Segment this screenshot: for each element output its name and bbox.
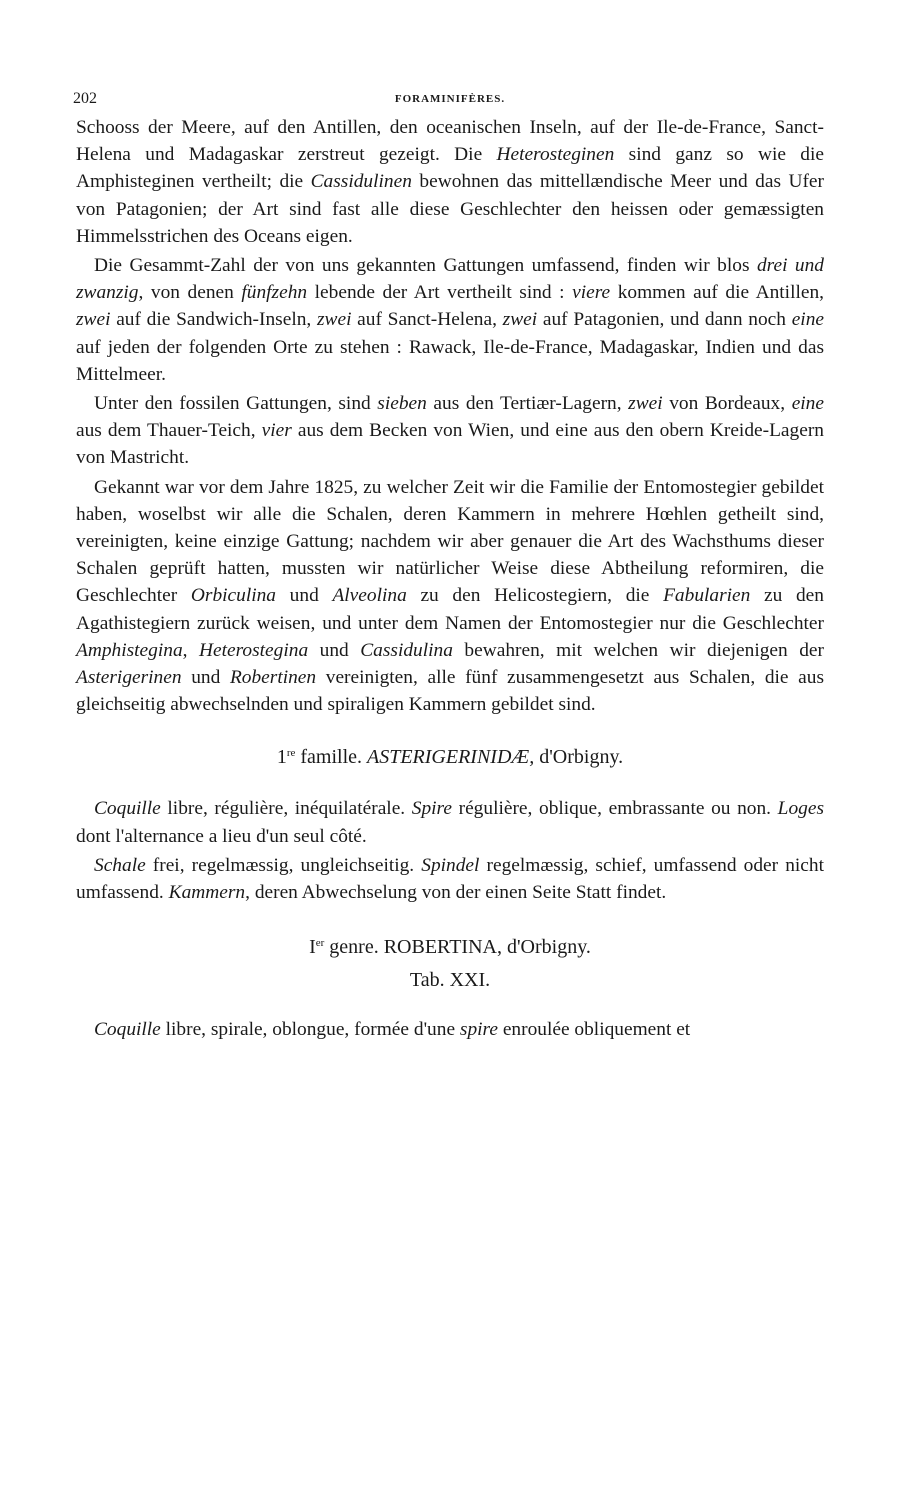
- text-run: ,: [182, 639, 199, 661]
- text-run: libre, régulière, inéquilatérale.: [160, 798, 412, 820]
- text-run: zu den Helicostegiern, die: [406, 585, 664, 607]
- paragraph-4: [76, 474, 824, 719]
- italic-run: Spire: [411, 798, 452, 820]
- text-run: kommen auf die Antillen,: [610, 282, 824, 304]
- text-run: regelmæssig, schief, umfassend oder nicht umfassend.: [76, 854, 824, 904]
- family-name: ASTERIGERINIDÆ,: [367, 746, 535, 769]
- text-run: frei, regelmæssig, ungleichseitig.: [145, 854, 422, 876]
- italic-run: Cassidulinen: [310, 171, 412, 193]
- italic-run: Loges: [777, 798, 824, 820]
- italic-run: Heterostegina: [199, 639, 309, 661]
- text-run: auf Sanct-Helena,: [351, 309, 503, 331]
- italic-run: spire: [459, 1019, 498, 1041]
- italic-run: eine: [791, 309, 824, 331]
- german-diagnosis: [76, 852, 824, 906]
- text-run: enroulée obliquement et: [497, 1019, 691, 1041]
- italic-run: Orbiculina: [190, 585, 276, 607]
- text-run: und: [308, 639, 361, 661]
- text-run: auf Patagonien, und dann noch: [537, 309, 792, 331]
- text-run: dont l'alternance a lieu d'un seul côté.: [76, 825, 367, 847]
- italic-run: Amphistegina: [76, 639, 183, 661]
- french-diagnosis: [76, 795, 824, 849]
- text-run: zu den Agathistegiern zurück weisen, und unter dem Namen der Entomostegier nur die Geschlechter: [76, 585, 824, 634]
- italic-run: Heterosteginen: [496, 144, 615, 166]
- text-run: libre, spirale, oblongue, formée d'une: [160, 1019, 460, 1041]
- text-run: aus dem Thauer-Teich,: [76, 420, 262, 442]
- text-run: lebende der Art vertheilt sind :: [307, 282, 573, 304]
- ordinal-superscript: er: [315, 937, 325, 950]
- text-run: und: [276, 585, 333, 607]
- italic-run: Asterigerinen: [76, 667, 182, 689]
- text-run: vereinigten, alle fünf zusammengesetzt aus Schalen, die aus gleichseitig abwechselnden und spiraligen Kammern gebildet sind.: [76, 667, 824, 716]
- italic-run: Coquille: [94, 1019, 161, 1041]
- running-head: [73, 90, 824, 112]
- text-run: , von denen: [138, 282, 242, 304]
- text-run: Schooss der Meere, auf den Antillen, den oceanischen Inseln, auf der Ile-de-France, Sanct-Helena und Madagaskar zerstreut gezeigt. Die: [76, 117, 824, 166]
- italic-run: zwei: [316, 309, 352, 331]
- italic-run: viere: [572, 282, 611, 304]
- text-run: bewahren, mit welchen wir diejenigen der: [452, 639, 824, 661]
- text-run: aus den Tertiær-Lagern,: [426, 393, 629, 415]
- italic-run: vier: [261, 420, 292, 442]
- paragraph-2: [76, 252, 824, 388]
- ordinal: I: [309, 936, 316, 959]
- header-title: FORAMINIFÈRES.: [394, 93, 506, 105]
- family-heading: [76, 746, 824, 769]
- italic-run: sieben: [377, 393, 427, 415]
- italic-run: Kammern: [168, 882, 246, 904]
- genus-description: [76, 1016, 824, 1043]
- text-run: aus dem Becken von Wien, und eine aus den obern Kreide-Lagern von Mastricht.: [76, 420, 824, 469]
- heading-text: genre. ROBERTINA, d'Orbigny.: [324, 936, 591, 959]
- text-run: von Bordeaux,: [662, 393, 792, 415]
- italic-run: fünfzehn: [241, 282, 308, 304]
- italic-run: Fabularien: [663, 585, 751, 607]
- text-run: régulière, oblique, embrassante ou non.: [452, 798, 778, 820]
- italic-run: Robertinen: [229, 667, 317, 689]
- italic-run: zwei: [628, 393, 663, 415]
- text-run: auf jeden der folgenden Orte zu stehen : Rawack, Ile-de-France, Madagaskar, Indien und das Mittelmeer.: [76, 336, 824, 385]
- genus-heading: [76, 936, 824, 959]
- italic-run: Spindel: [421, 854, 480, 876]
- text-run: bewohnen das mittellændische Meer und das Ufer von Patagonien; der Art sind fast alle diese Geschlechter den heissen oder gemæssigten Himmelsstrichen des Oceans eigen.: [76, 171, 824, 247]
- italic-run: drei und zwanzig: [76, 255, 825, 304]
- italic-run: Alveolina: [332, 585, 407, 607]
- text-run: Gekannt war vor dem Jahre 1825, zu welcher Zeit wir die Familie der Entomostegier gebildet haben, woselbst wir alle die Schalen, deren Kammern in mehrere Hœhlen getheilt sind, vereinigten, keine einzige Gattung; nachdem wir aber genauer die Art des Wachsthums dieser Schalen geprüft hatten, mussten wir natürlicher Weise diese Abtheilung reformiren, die Geschlechter: [76, 476, 824, 607]
- page-number: 202: [73, 90, 97, 107]
- ordinal: 1: [276, 746, 287, 769]
- text-run: auf die Sandwich-Inseln,: [110, 309, 317, 331]
- italic-run: zwei: [502, 309, 538, 331]
- text-run: Die Gesammt-Zahl der von uns gekannten Gattungen umfassend, finden wir blos: [94, 255, 757, 277]
- page: [73, 90, 825, 1043]
- text-run: sind ganz so wie die Amphisteginen vertheilt; die: [76, 144, 824, 193]
- paragraph-3: [76, 390, 824, 472]
- italic-run: Cassidulina: [360, 639, 453, 661]
- family-author: d'Orbigny.: [534, 746, 624, 769]
- plate-reference: Tab. XXI.: [409, 969, 491, 992]
- italic-run: Schale: [94, 854, 146, 876]
- italic-run: eine: [791, 393, 824, 415]
- text-run: und: [181, 667, 230, 689]
- italic-run: zwei: [76, 309, 111, 331]
- text-run: , deren Abwechselung von der einen Seite Statt findet.: [245, 882, 667, 904]
- heading-text: famille.: [295, 746, 367, 769]
- ordinal-superscript: re: [286, 747, 296, 760]
- italic-run: Coquille: [94, 798, 161, 820]
- text-run: Unter den fossilen Gattungen, sind: [94, 393, 378, 415]
- paragraph-1: [76, 114, 824, 250]
